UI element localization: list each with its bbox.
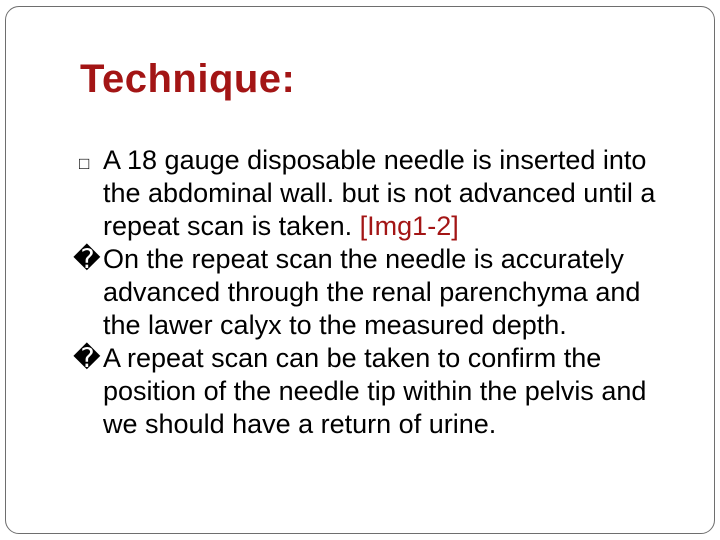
slide-title: Technique: <box>80 57 296 101</box>
bullet-item <box>73 342 673 441</box>
image-reference: [Img1-2] <box>359 211 459 241</box>
missing-glyph-bullet-icon: � <box>73 343 101 373</box>
bullet-item <box>79 144 673 243</box>
bullet-text: A repeat scan can be taken to confirm the position of the needle tip within the pelvis and we should have a return of urine. <box>103 343 647 439</box>
bullet-list <box>73 144 673 441</box>
square-bullet-icon: □ <box>79 154 90 173</box>
missing-glyph-bullet-icon: � <box>73 244 101 274</box>
bullet-item <box>73 243 673 342</box>
bullet-text: A 18 gauge disposable needle is inserted into the abdominal wall. but is not advanced until a repeat scan is taken. <box>103 145 656 241</box>
bullet-text: On the repeat scan the needle is accurately advanced through the renal parenchyma and the lawer calyx to the measured depth. <box>103 244 641 340</box>
